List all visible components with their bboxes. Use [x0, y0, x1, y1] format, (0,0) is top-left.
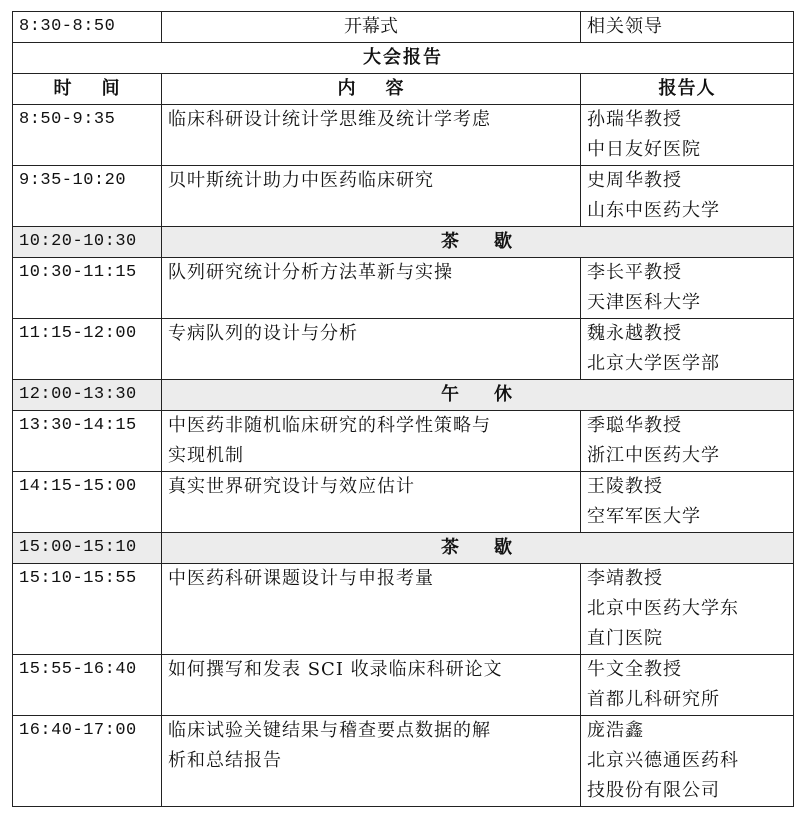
- talk-title: [162, 655, 581, 716]
- row-time: 11:15-12:00: [13, 319, 162, 380]
- talk-row: [13, 105, 794, 166]
- talk-title-line: 实现机制: [168, 445, 244, 466]
- break-row: [13, 227, 794, 258]
- schedule-body: [13, 12, 794, 807]
- opening-speaker: 相关领导: [581, 12, 794, 43]
- header-row: [13, 74, 794, 105]
- schedule-table: [12, 11, 794, 807]
- break-row: [13, 533, 794, 564]
- speaker-affiliation: 北京大学医学部: [587, 353, 720, 374]
- row-time: 10:20-10:30: [13, 227, 162, 258]
- break-label: 茶 歇: [162, 227, 794, 258]
- row-time: 15:55-16:40: [13, 655, 162, 716]
- break-label: 茶 歇: [162, 533, 794, 564]
- speaker-cell: [581, 564, 794, 655]
- talk-title-line: 中医药科研课题设计与申报考量: [168, 568, 434, 589]
- talk-title-line: 中医药非随机临床研究的科学性策略与: [168, 415, 491, 436]
- speaker-cell: [581, 716, 794, 807]
- talk-row: [13, 319, 794, 380]
- talk-title: [162, 105, 581, 166]
- talk-title: [162, 166, 581, 227]
- talk-title-line: 如何撰写和发表 SCI 收录临床科研论文: [168, 659, 503, 680]
- talk-title-line: 临床试验关键结果与稽查要点数据的解: [168, 720, 491, 741]
- talk-row: [13, 166, 794, 227]
- header-speaker: 报告人: [581, 74, 794, 105]
- speaker-name: 李长平教授: [587, 262, 682, 283]
- speaker-name: 史周华教授: [587, 170, 682, 191]
- row-time: 15:10-15:55: [13, 564, 162, 655]
- speaker-name: 李靖教授: [587, 568, 663, 589]
- section-title: 大会报告: [13, 43, 794, 74]
- speaker-cell: [581, 105, 794, 166]
- talk-title-line: 专病队列的设计与分析: [168, 323, 358, 344]
- speaker-name: 魏永越教授: [587, 323, 682, 344]
- row-time: 13:30-14:15: [13, 411, 162, 472]
- row-time: 12:00-13:30: [13, 380, 162, 411]
- header-time: 时 间: [13, 74, 162, 105]
- speaker-cell: [581, 166, 794, 227]
- talk-title: [162, 564, 581, 655]
- talk-title: [162, 319, 581, 380]
- speaker-affiliation: 北京兴德通医药科: [587, 750, 739, 771]
- speaker-name: 季聪华教授: [587, 415, 682, 436]
- speaker-name: 庞浩鑫: [587, 720, 644, 741]
- row-time: 9:35-10:20: [13, 166, 162, 227]
- row-time: 8:50-9:35: [13, 105, 162, 166]
- speaker-affiliation: 首都儿科研究所: [587, 689, 720, 710]
- talk-row: [13, 716, 794, 807]
- row-time: 10:30-11:15: [13, 258, 162, 319]
- break-row: [13, 380, 794, 411]
- speaker-cell: [581, 411, 794, 472]
- row-time: 14:15-15:00: [13, 472, 162, 533]
- section-title-row: [13, 43, 794, 74]
- speaker-cell: [581, 319, 794, 380]
- speaker-cell: [581, 258, 794, 319]
- speaker-affiliation: 山东中医药大学: [587, 200, 720, 221]
- speaker-cell: [581, 655, 794, 716]
- speaker-name: 孙瑞华教授: [587, 109, 682, 130]
- talk-title-line: 临床科研设计统计学思维及统计学考虑: [168, 109, 491, 130]
- talk-title: [162, 716, 581, 807]
- row-time: 15:00-15:10: [13, 533, 162, 564]
- speaker-name: 王陵教授: [587, 476, 663, 497]
- speaker-affiliation: 浙江中医药大学: [587, 445, 720, 466]
- opening-row: [13, 12, 794, 43]
- header-content: 内 容: [162, 74, 581, 105]
- talk-row: [13, 564, 794, 655]
- break-label: 午 休: [162, 380, 794, 411]
- talk-row: [13, 655, 794, 716]
- talk-title: [162, 411, 581, 472]
- opening-time: 8:30-8:50: [13, 12, 162, 43]
- talk-title-line: 真实世界研究设计与效应估计: [168, 476, 415, 497]
- talk-row: [13, 258, 794, 319]
- row-time: 16:40-17:00: [13, 716, 162, 807]
- speaker-affiliation: 天津医科大学: [587, 292, 701, 313]
- speaker-affiliation: 中日友好医院: [587, 139, 701, 160]
- talk-title-line: 析和总结报告: [168, 750, 282, 771]
- talk-title: [162, 258, 581, 319]
- speaker-affiliation: 直门医院: [587, 628, 663, 649]
- speaker-name: 牛文全教授: [587, 659, 682, 680]
- speaker-cell: [581, 472, 794, 533]
- speaker-affiliation: 北京中医药大学东: [587, 598, 739, 619]
- talk-row: [13, 472, 794, 533]
- opening-content: 开幕式: [162, 12, 581, 43]
- speaker-affiliation: 空军军医大学: [587, 506, 701, 527]
- talk-title-line: 贝叶斯统计助力中医药临床研究: [168, 170, 434, 191]
- speaker-affiliation: 技股份有限公司: [587, 780, 720, 801]
- talk-title: [162, 472, 581, 533]
- talk-title-line: 队列研究统计分析方法革新与实操: [168, 262, 453, 283]
- talk-row: [13, 411, 794, 472]
